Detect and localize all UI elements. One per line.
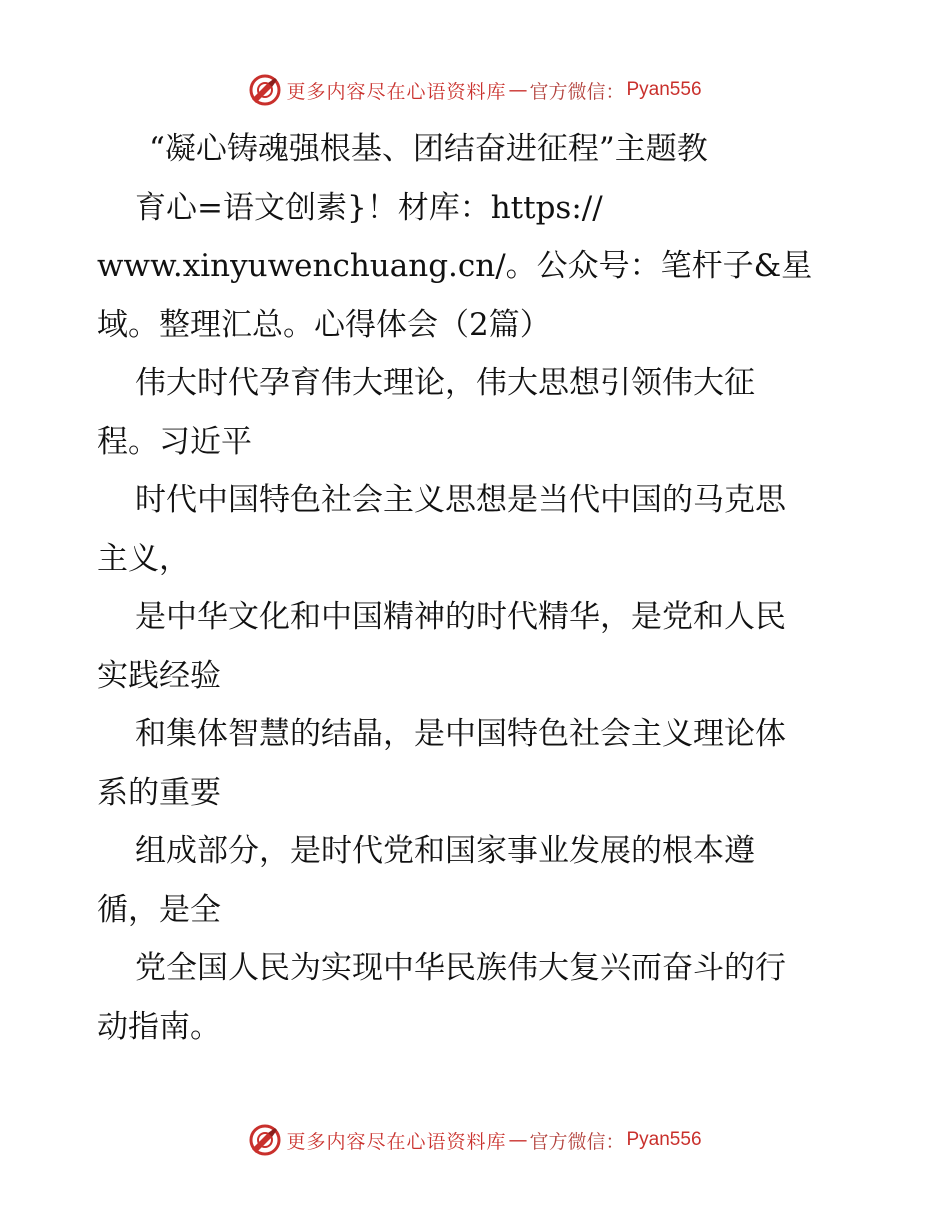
paragraph-line: 程。习近平 (97, 423, 252, 460)
header-official-label: 官方微信： (529, 80, 625, 103)
title-line-2: 育心=语文创素}！材库：https:// (135, 189, 603, 226)
title-line-3: www.xinyuwenchuang.cn/。公众号：笔杆子&星 (97, 248, 813, 284)
paragraph-line: 实践经验 (97, 657, 221, 694)
paragraph-line: 时代中国特色社会主义思想是当代中国的马克思 (135, 482, 786, 518)
paragraph-line: 主义， (97, 540, 190, 577)
header-watermark (0, 70, 950, 110)
title-line-1: “凝心铸魂强根基、团结奋进征程”主题教 (149, 131, 708, 167)
header-separator: — (508, 79, 528, 101)
paragraph-line: 组成部分，是时代党和国家事业发展的根本遵 (135, 833, 755, 869)
header-account-id: Pyan556 (626, 79, 702, 100)
paragraph-line: 循，是全 (97, 891, 221, 928)
paragraph-line: 党全国人民为实现中华民族伟大复兴而奋斗的行 (135, 950, 786, 986)
paragraph-line: 伟大时代孕育伟大理论，伟大思想引领伟大征 (135, 365, 755, 401)
footer-official-label: 官方微信： (529, 1130, 625, 1153)
footer-separator: — (508, 1129, 528, 1151)
header-brand-text: 更多内容尽在心语资料库 (286, 80, 507, 103)
title-line-4: 域。整理汇总。心得体会（2篇） (97, 306, 551, 343)
paragraph-line: 是中华文化和中国精神的时代精华，是党和人民 (135, 599, 786, 635)
brand-logo-icon (248, 73, 282, 107)
paragraph-line: 系的重要 (97, 774, 221, 811)
footer-account-id: Pyan556 (626, 1129, 702, 1150)
paragraph-line: 动指南。 (97, 1008, 221, 1045)
footer-brand-text: 更多内容尽在心语资料库 (286, 1130, 507, 1153)
brand-logo-icon (248, 1123, 282, 1157)
footer-watermark (0, 1120, 950, 1160)
paragraph-line: 和集体智慧的结晶，是中国特色社会主义理论体 (135, 716, 786, 752)
document-body (97, 120, 887, 1056)
